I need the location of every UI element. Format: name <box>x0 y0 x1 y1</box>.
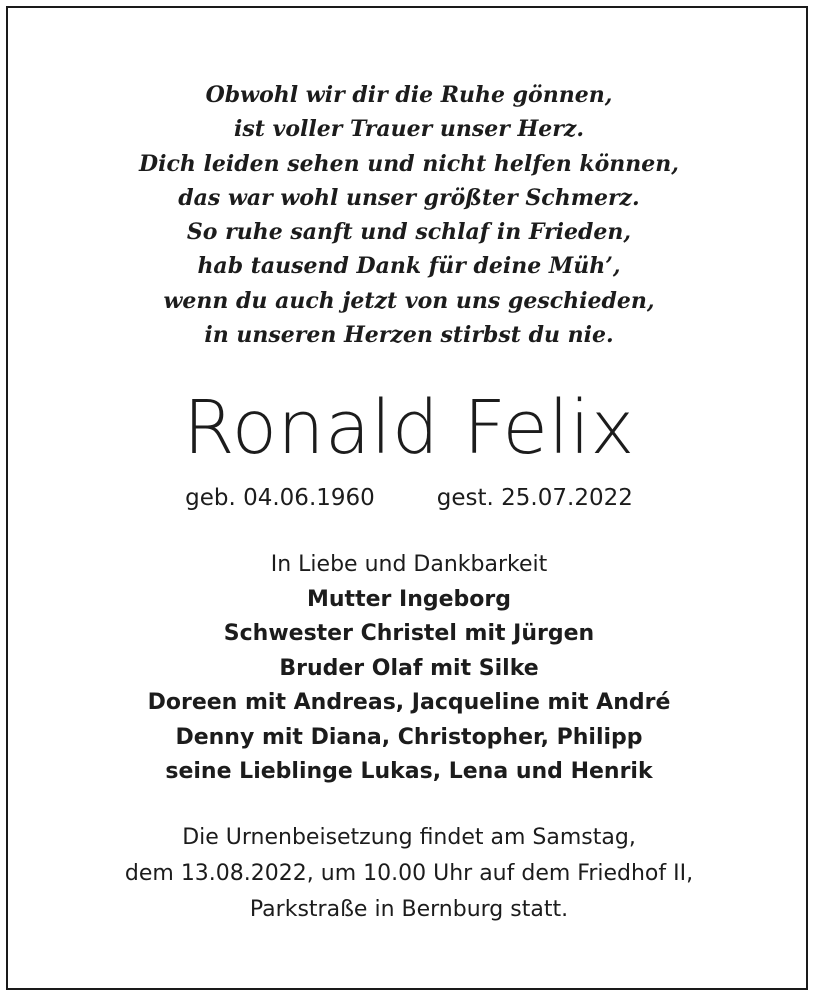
poem-block <box>0 78 818 352</box>
poem-line: Dich leiden sehen und nicht helfen können, <box>139 150 679 177</box>
poem-line: das war wohl unser größter Schmerz. <box>178 184 640 211</box>
funeral-notice <box>0 820 818 928</box>
deceased-name: Ronald Felix <box>183 385 635 471</box>
mourner-line: Bruder Olaf mit Silke <box>279 655 539 681</box>
mourner-line: Mutter Ingeborg <box>307 586 511 612</box>
poem-line: in unseren Herzen stirbst du nie. <box>204 322 614 349</box>
mourner-line: Doreen mit Andreas, Jacqueline mit André <box>147 690 671 715</box>
mourner-line: seine Lieblinge Lukas, Lena und Henrik <box>165 759 653 784</box>
mourner-line: Schwester Christel mit Jürgen <box>223 621 595 646</box>
poem-line: wenn du auch jetzt von uns geschieden, <box>163 287 655 314</box>
mourners-intro: In Liebe und Dankbarkeit <box>270 552 548 577</box>
poem-line: hab tausend Dank für deine Müh’, <box>197 253 621 280</box>
life-dates <box>0 478 818 518</box>
mourners-block <box>0 548 818 790</box>
poem-line: Obwohl wir dir die Ruhe gönnen, <box>205 82 613 108</box>
notice-line: Die Urnenbeisetzung findet am Samstag, <box>182 825 636 850</box>
notice-line: Parkstraße in Bernburg statt. <box>249 897 569 922</box>
death-date: gest. 25.07.2022 <box>436 485 633 511</box>
birth-date: geb. 04.06.1960 <box>185 485 375 511</box>
poem-line: ist voller Trauer unser Herz. <box>234 116 584 143</box>
mourner-line: Denny mit Diana, Christopher, Philipp <box>175 724 643 750</box>
notice-line: dem 13.08.2022, um 10.00 Uhr auf dem Friedhof II, <box>124 861 694 886</box>
poem-line: So ruhe sanft und schlaf in Frieden, <box>186 219 632 246</box>
